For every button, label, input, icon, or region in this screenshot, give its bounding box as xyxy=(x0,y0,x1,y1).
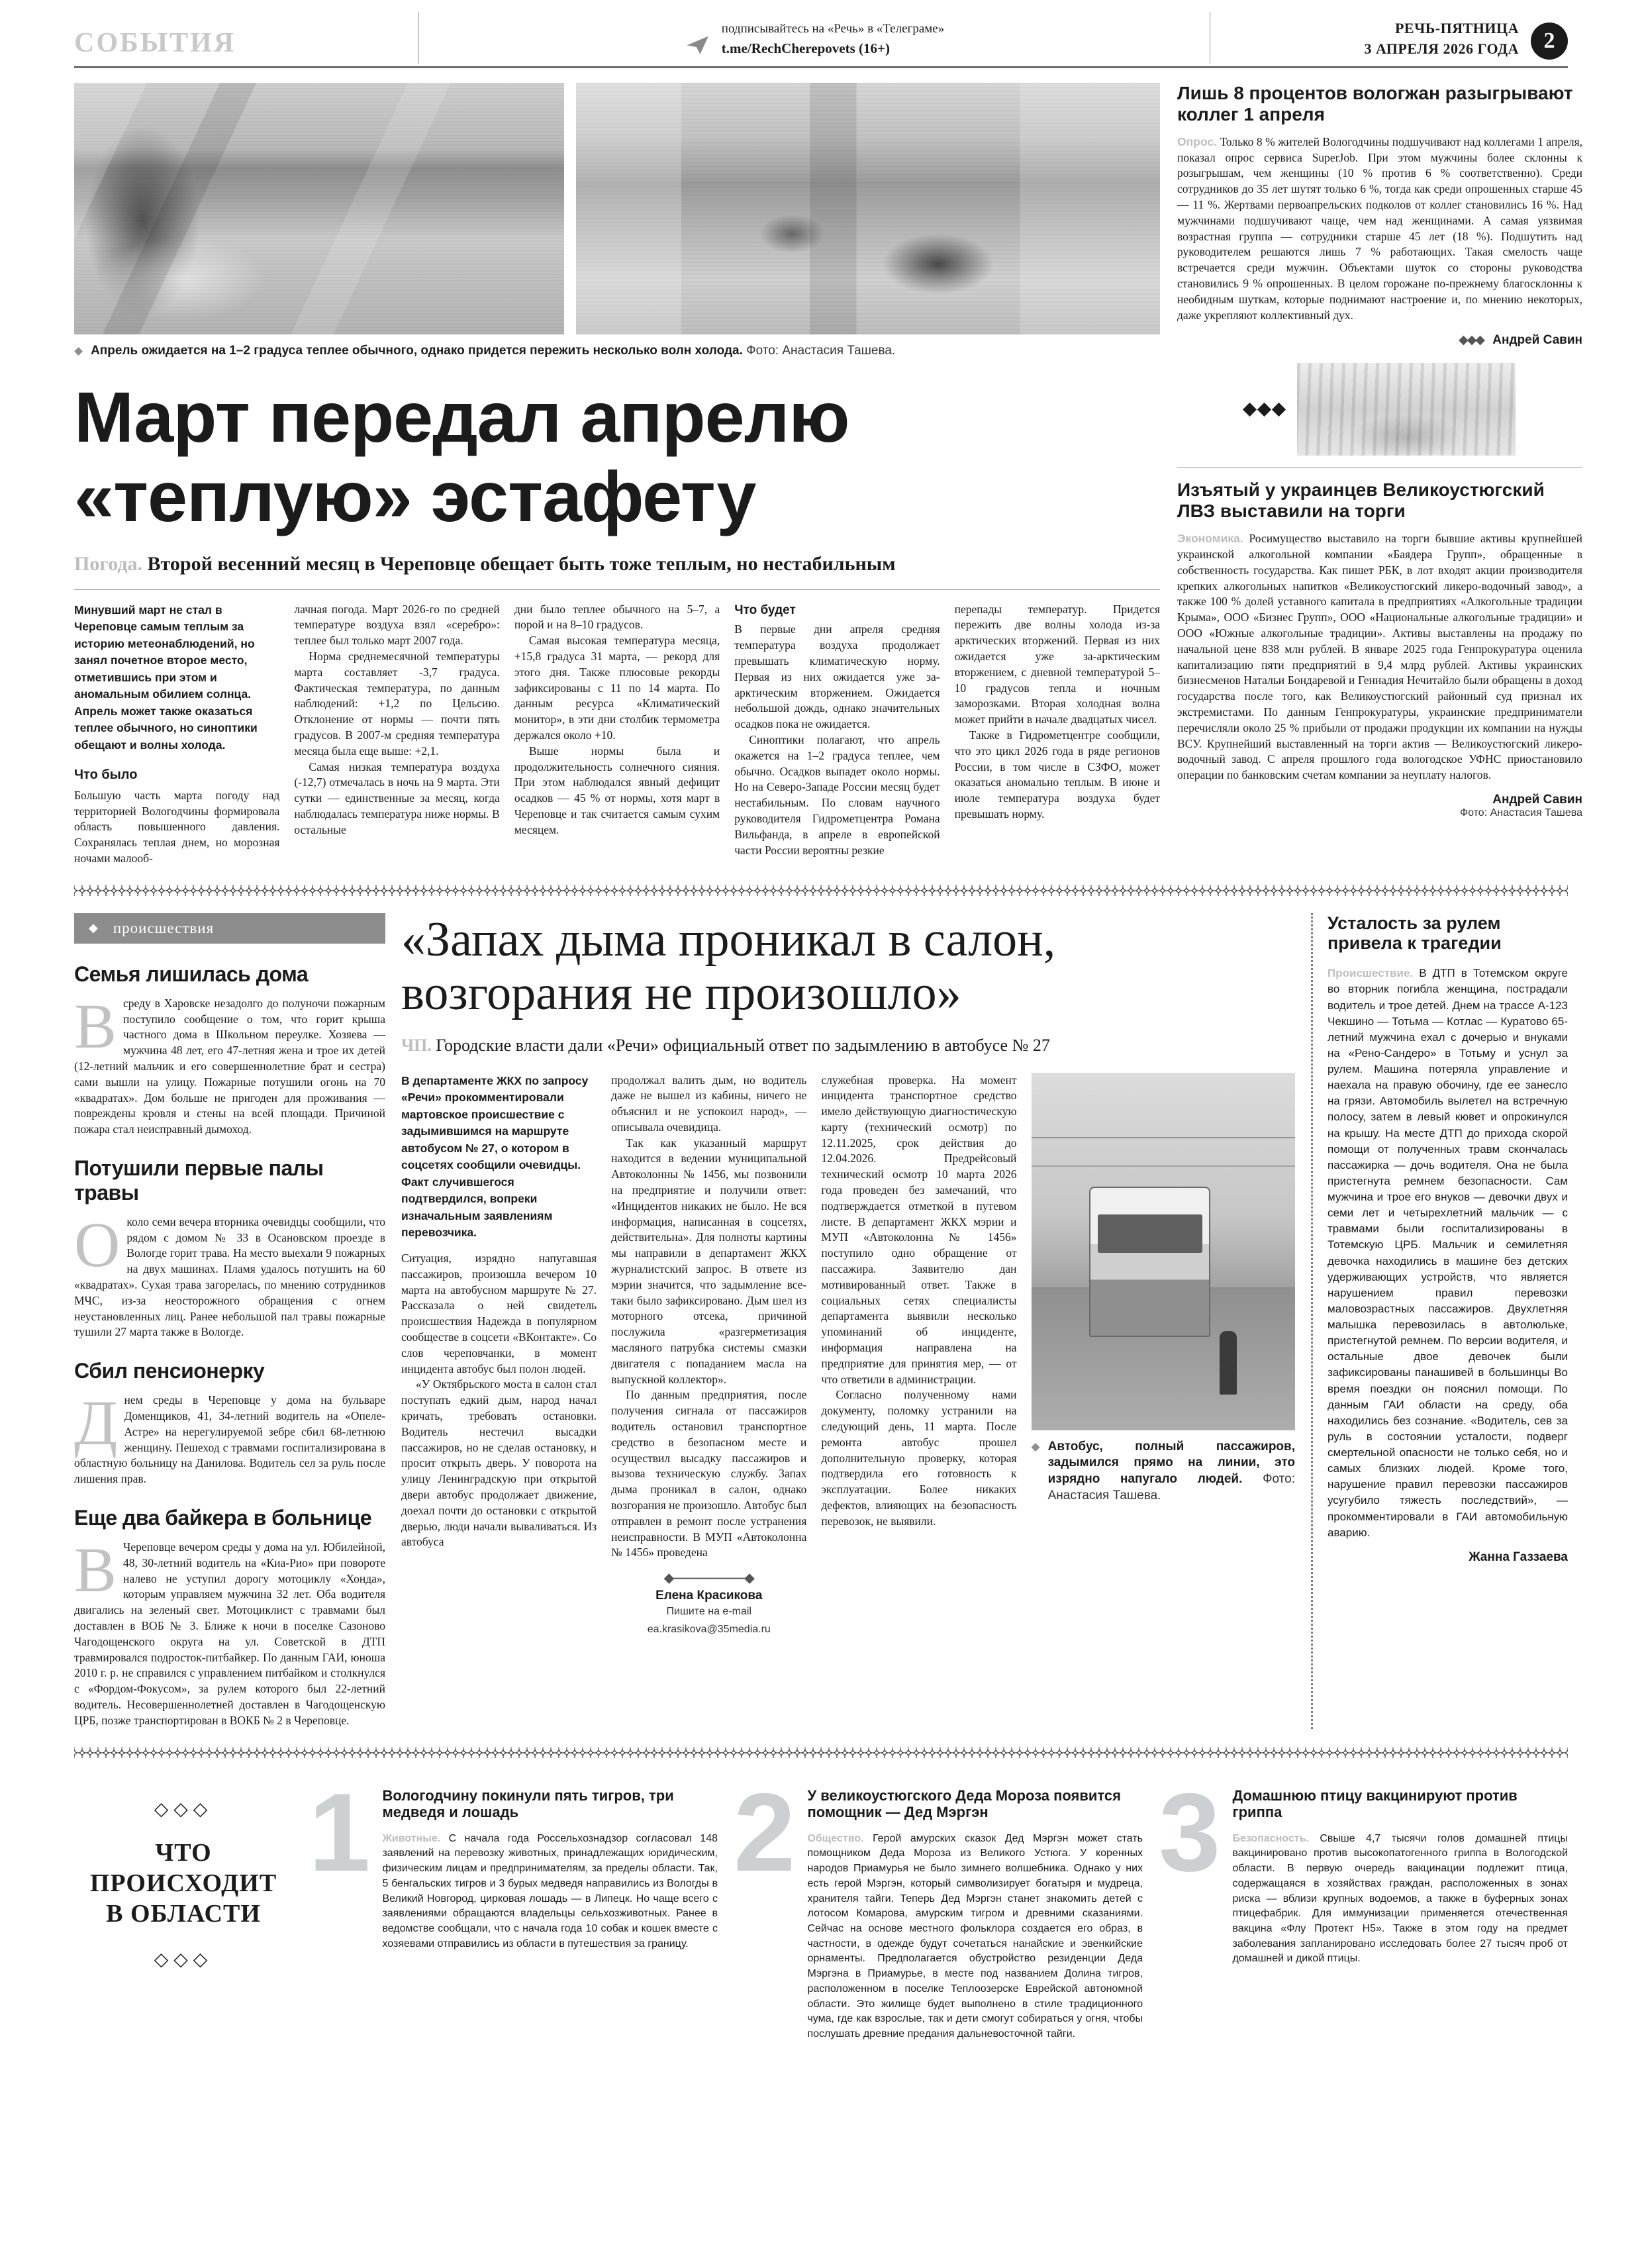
region-title-block xyxy=(74,1775,293,2042)
incident-title-4: Еще два байкера в больнице xyxy=(74,1506,372,1530)
rail-top-tag: Опрос. xyxy=(1177,134,1217,148)
trolley-wire-2 xyxy=(1032,1165,1295,1167)
diamond-icon: ◆ xyxy=(74,344,83,357)
rail-top-text: Только 8 % жителей Вологодчины подшучивают над коллегами 1 апреля, показал опрос сервиса SuperJob. При этом мужчины более склонны к розыгрышам, чем женщины (10 % против 6 % соответственно). Среди сотрудников до 35 лет шутят только 6 %, тогда как среди опрошенных старше 45 — 11 %. Жертвами первоапрельских подколов от коллег становились 16 %. Над мужчинами подшучивают чаще, чем над женщинами. А самая уязвимая возрастная группа — сотрудники старше 45 лет (18 %). Подшутить над руководителем решаются лишь 7 % работающих. Такая смелость чаще встречается среди мужчин. Объектами шуток со стороны руководства становились 9 % опрошенных. В целом горожане по-прежнему благосклонны к необидным шуткам, которые поднимают настроение и, по мнению некоторых, даже укрепляют коллективный дух. xyxy=(1177,134,1583,322)
telegram-handle: t.me/RechCherepovets (16+) xyxy=(721,40,890,56)
incident-body-2 xyxy=(74,1208,385,1340)
diamond-row-top-icon: ◇◇◇ xyxy=(154,1799,213,1820)
dropcap-4: В xyxy=(74,1534,117,1606)
region-item-3 xyxy=(1159,1769,1569,2042)
lead-photo-caption xyxy=(74,343,1160,360)
region-title-line1: ЧТО xyxy=(155,1838,212,1867)
smoke-column-1 xyxy=(401,1073,597,1640)
wave-divider-top xyxy=(74,885,1568,896)
bus-vehicle xyxy=(1089,1187,1210,1337)
lead-c4-p1: В первые дни апреля средняя температура воздуха продолжает превышать климатическую норму. Первая из них ожидается уже за-арктическим вторжением. Ожидается небольшой дождь, однако значительных осадков пока не ожидается. xyxy=(734,622,940,731)
incident-title-2: Потушили первые палы травы xyxy=(74,1156,324,1205)
lead-deck-tag: Погода. xyxy=(74,552,143,575)
rail-decoration xyxy=(1177,360,1582,459)
lead-c5-p1: перепады температур. Придется пережить две волны холода из-за арктических вторжений. Первая из них ожидается уже за-арктическим вторжением, с дневной температурой 5–10 градусов тепла и ночным заморозками. Вторая холодная волна может прийти в начале двадцатых чисел. xyxy=(954,602,1161,726)
lead-column-1 xyxy=(74,602,279,867)
middle-block xyxy=(74,913,1568,1729)
lead-lede: Минувший март не стал в Череповце самым теплым за историю метеонаблюдений, но занял почетное второе место, отметившись при этом и аномальным обилием солнца. Апрель может также оказаться теплее обычного, но синоптики обещают и волны холода. xyxy=(74,603,258,752)
smoke-c1-p2: Ситуация, изрядно напугавшая пассажиров, произошла вечером 10 марта на автобусном маршруте № 27. Рассказала о ней свидетель происшествия Надежда в популярном сообществе в соцсети «ВКонтакте». Со слов череповчанки, в момент инцидента автобус был полон людей. xyxy=(401,1251,597,1375)
top-block xyxy=(74,83,1583,867)
lead-photo-credit: Фото: Анастасия Ташева. xyxy=(746,344,896,358)
smoke-byline xyxy=(611,1570,806,1636)
smoke-c2-p2: Так как указанный маршрут находится в ведении муниципальной Автоколонны № 1456, мы позвонили на предприятие и получили ответ: «Инцидентов никаких не было. Не вся информация, написанная в соцсетях, действительна». Для полноты картины мы направили в департамент ЖКХ журналистский запрос. В ответе из мэрии значится, что задымление все-таки было зафиксировано. Дым шел из моторного отсека, причиной послужила «разгерметизация масляного патрубка системы смазки двигателя с попаданием масла на выпускной коллектор». xyxy=(611,1136,807,1386)
lead-c1-p1: Большую часть марта погоду над территорией Вологодчины формировала область повышенного давления. Сохранялась теплая днем, но морозная ночами малооб- xyxy=(74,788,280,865)
fatigue-byline xyxy=(1328,1550,1568,1565)
region-tag-2: Общество. xyxy=(807,1832,864,1844)
bus-photo-caption xyxy=(1032,1439,1295,1504)
lead-headline-line2: «теплую» эстафету xyxy=(74,456,756,537)
smoke-lede: В департаменте ЖКХ по запросу «Речи» прокомментировали мартовское происшествие с задымившимся на маршруте автобусом № 27, о котором в соцсетях сообщили очевидцы. Факт случившегося подтвердился, вопреки изначальным заявлениям перевозчика. xyxy=(401,1073,589,1240)
masthead xyxy=(74,0,1568,64)
dropcap-2: О xyxy=(74,1208,121,1280)
region-item-2 xyxy=(734,1769,1143,2042)
lead-c2-p2: Норма среднемесячной температуры марта составляет -3,7 градуса. Фактическая температура, по данным наблюдений: +1,2 по Цельсию. Отклонение от нормы — почти пять градусов. В 2007-м средняя температура месяца была еще выше: +2,1. xyxy=(294,650,500,758)
lead-c2-p1: лачная погода. Март 2026-го по средней температуре воздуха взял «серебро»: теплее был только март 2007 года. xyxy=(294,602,500,648)
smoke-c2-p1: продолжал валить дым, но водитель даже не вышел из кабины, ничего не объяснил и не успокоил народ», — описывала очевидица. xyxy=(611,1073,807,1134)
incident-title-1: Семья лишилась дома xyxy=(74,961,309,986)
smoke-headline-line1: «Запах дыма проникал в салон, xyxy=(401,912,1056,967)
region-item-1 xyxy=(309,1769,718,2042)
incident-text-2: коло семи вечера вторника очевидцы сообщили, что рядом с домом № 33 в Осановском проезде в Вологде горит трава. На место выехали 9 пожарных на двух машинах. Пламя удалось потушить на 60 «квадратах». Сухая трава загорелась, по мнению сотрудников МЧС, из-за неосторожного обращения с огнем неустановленных лиц. Ранее небольшой пал травы пожарные тушили 27 марта также в Вологде. xyxy=(74,1214,385,1339)
edition-date: 3 АПРЕЛЯ 2026 ГОДА xyxy=(1364,40,1519,58)
page-number-badge: 2 xyxy=(1531,23,1568,60)
rail-top-headline: Лишь 8 процентов вологжан разыгрывают коллег 1 апреля xyxy=(1177,83,1573,124)
bus-photo-credit: Фото: Анастасия Ташева. xyxy=(1047,1471,1296,1503)
region-text-3: Свыше 4,7 тысячи голов домашней птицы вакцинировано против высокопатогенного гриппа в Вологодской области. В первую очередь вакцинации подлежит птица, содержащаяся в хозяйствах граждан, расположенных в зонах риска — вблизи крупных водоемов, а также в буферных зонах птицефабрик. Для иммунизации применяется отечественная вакцина «Флу Протект Н5». Также в этом году на предмет заболевания запланировано исследовать более 27 тысяч проб от домашней и дикой птицы. xyxy=(1232,1832,1569,1965)
region-text-2: Герой амурских сказок Дед Мэргэн может стать помощником Деда Мороза из Великого Устюга. У коренных народов Приамурья не было зимнего волшебника. Однако у них есть герой Мэргэн, который символизирует богатыря и мудреца, хранителя тайги. Теперь Дед Мэргэн станет знакомить детей с лотосом Комарова, амурским тигром и древними сказаниями. Сейчас на основе местного фольклора создается его образ, в частности, в одежде будут сочетаться нанайские и эвенкийские орнаменты. Предполагается обустройство резиденции Деда Мэргэна в Приамурье, в месте под названием Долина тигров, расположенном в поселке Теплоозерске Еврейской автономной области. Это жилище будет выполнено в стиле традиционного чума, где как взрослые, так и дети смогут собираться у огня, чтобы послушать древние предания дальневосточной тайги. xyxy=(807,1832,1143,2040)
telegram-icon xyxy=(685,32,711,58)
edition-info xyxy=(1210,19,1568,64)
smoke-c1-p3: «У Октябрьского моста в салон стал поступать едкий дым, народ начал кричать, требовать остановки. Водитель нестечил высадки пассажиров, но не сделав остановку, и просит открыть дверь. У поворота на улицу Ленинградскую при открытой двери автобус продолжает движение, доехал почти до остановки с открытой дверью, люди начали вываливаться. Из автобуса xyxy=(401,1377,597,1549)
incident-text-3: нем среды в Череповце у дома на бульваре Доменщиков, 41, 34-летний водитель на «Опеле-Астре» на нерегулируемой зебре сбил 68-летнюю женщину. Пешеход с травмами госпитализирована в областную больницу на Данилова. Водитель сел за руль после лишения прав. xyxy=(74,1393,385,1486)
region-number-3: 3 xyxy=(1159,1769,1221,1895)
diamond-icon: ◆ xyxy=(1031,1440,1040,1453)
region-body-2 xyxy=(807,1832,1143,2042)
byline-arrow-icon: ◆◆◆ xyxy=(1459,333,1484,348)
lead-article xyxy=(74,83,1160,867)
smoke-c3-p1: служебная проверка. На момент инцидента транспортное средство имело действующую диагностическую карту (технический осмотр) по 12.11.2025, срок действия до 12.04.2026. Предрейсовый технический осмотр 10 марта 2026 года проведен без замечаний, что подтверждается отметкой в путевом листе. В департамент ЖКХ мэрии и МУП «Автоколонна № 1456» поступило одно обращение от пассажира. Заявителю дан мотивированный ответ. Также в социальных сетях специалисты департамента выявили несколько упоминаний об инциденте, информация направлена на предприятие для принятия мер, — от что ответили в администрации. xyxy=(821,1073,1017,1386)
lead-column-2 xyxy=(294,602,499,867)
smoke-author-email[interactable]: ea.krasikova@35media.ru xyxy=(647,1623,771,1635)
region-number-2: 2 xyxy=(734,1769,796,1895)
smoke-photo-column xyxy=(1032,1073,1295,1640)
lead-c3-p2: Самая высокая температура месяца, +15,8 градуса 31 марта, — рекорд для этого дня. Также плюсовые рекорды зафиксированы с 11 по 14 марта. По данным ресурса «Климатический монитор», в эти дни столбик термометра держался около +10. xyxy=(514,634,720,742)
lead-c2-p3: Самая низкая температура воздуха (-12,7) отмечалась в ночь на 9 марта. Эти сутки — единственные за месяц, когда наблюдалась температура ниже нормы. В остальные xyxy=(294,760,500,836)
lead-c5-p2: Также в Гидрометцентре сообщили, что это цикл 2026 года в ряде регионов России, в том числе в СЗФО, может оказаться аномально теплым. В июне и июле температура воздуха будет превышать норму. xyxy=(954,728,1161,820)
region-number-1: 1 xyxy=(309,1769,371,1895)
region-title xyxy=(74,1838,293,1930)
region-tag-3: Безопасность. xyxy=(1232,1832,1309,1844)
region-title-1: Вологодчину покинули пять тигров, три медведя и лошадь xyxy=(382,1787,674,1821)
smoke-headline-line2: возгорания не произошло» xyxy=(401,966,961,1021)
incidents-column xyxy=(74,913,385,1729)
region-tag-1: Животные. xyxy=(382,1832,441,1844)
region-body-3 xyxy=(1232,1832,1568,1967)
smoke-column-2 xyxy=(611,1073,806,1640)
lead-column-5 xyxy=(955,602,1160,867)
region-title-line2: ПРОИСХОДИТ xyxy=(89,1869,277,1897)
bus-photo xyxy=(1032,1073,1295,1430)
section-kicker: СОБЫТИЯ xyxy=(74,28,236,58)
edition-name: РЕЧЬ-ПЯТНИЦА xyxy=(1394,20,1519,37)
rail-bottom-byline xyxy=(1177,793,1582,819)
rail-top-byline xyxy=(1177,332,1582,348)
smoke-deck-tag: ЧП. xyxy=(401,1035,432,1055)
smoke-headline xyxy=(401,913,1295,1021)
bus-caption-2: это изрядно напугало людей. xyxy=(1047,1455,1295,1486)
lead-rule xyxy=(74,589,1160,590)
lead-c3-p3: Выше нормы была и продолжительность солнечного сияния. При этом наблюдался явный дефицит осадков — 45 % от нормы, хотя март в Череповце и так считается самым сухим месяцем. xyxy=(514,744,720,836)
fatigue-body xyxy=(1328,965,1568,1541)
smoke-c2-p3: По данным предприятия, после получения сигнала от пассажиров водитель остановил транспортное средство в безопасном месте и осуществил высадку пассажиров и вызова техническую службу. Запах дыма проникал в салон, однако возгорания не произошло. Автобус был отправлен в ремонт после устранения неисправности. В МУП «Автоколонна № 1456» проведена xyxy=(611,1388,807,1559)
smoke-author-sub1: Пишите на e-mail xyxy=(666,1605,751,1617)
fatigue-text: В ДТП в Тотемском округе во вторник погибла женщина, пострадали водитель и трое детей. Днем на трассе А-123 Чекшино — Тотьма — Котлас — Куратово 65-летний мужчина ехал с дочерью и внуками на «Рено-Сандеро» в Тотьму и уснул за рулем. Машина потеряла управление и наехала на правую обочину, где ее занесло на грязи. Автомобиль вылетел на встречную полосу, затем в левый кювет и опрокинулся на крышу. На месте ДТП до прихода скорой помощи от полученных травм скончалась пассажирка — дочь водителя. Она не была пристегнута ремнем безопасности. Сам мужчина и трое его внуков — девочки двух и семи лет и четырехлетний мальчик — с травмами были госпитализированы в Тотемскую ЦРБ. Мальчик и семилетняя девочка находились в машине без детских удерживающих устройств, что является нарушением правил перевозки маловозрастных пассажиров. Двухлетняя малышка перевозилась в автолюльке, пристегнутой ремнем. По версии водителя, и остальные двое девочек были зафиксированы панашивей в большинцы Во время поездки он пояснил помощи. По данным ГАИ области на среду, оба находились без сознание. «Водитель, сев за руль в состоянии усталости, подверг смертельной опасности не только себя, но и самых близких людей. Кроме того, нарушение правил перевозки пассажиров усугубило тяжесть последствий», — прокомментировали в ГАИ автомобильную аварию. xyxy=(1328,967,1568,1539)
lead-column-4 xyxy=(734,602,940,867)
smoke-article xyxy=(401,913,1295,1729)
region-body-1 xyxy=(382,1832,718,1952)
smoke-column-3 xyxy=(821,1073,1016,1640)
diamond-cluster-icon xyxy=(1245,405,1284,415)
dropcap-3: Д xyxy=(74,1387,118,1459)
rail-bottom-credit: Фото: Анастасия Ташева xyxy=(1459,807,1582,818)
telegram-promo[interactable] xyxy=(419,20,1210,64)
region-title-3: Домашнюю птицу вакцинируют против гриппа xyxy=(1232,1787,1518,1821)
lead-c4-p2: Синоптики полагают, что апрель окажется на 1–2 градуса теплее, чем обычно. Осадков выпадет около нормы. Но на Северо-Западе России месяц будет нестабильным. По словам научного руководителя Гидрометцентра Романа Вильфанда, в апреле в европейской части России вероятны резкие xyxy=(734,733,940,857)
fatigue-column xyxy=(1311,913,1568,1729)
fatigue-author: Жанна Газзаева xyxy=(1469,1550,1568,1564)
fatigue-headline: Усталость за рулем привела к трагедии xyxy=(1328,912,1502,954)
lead-headline-line1: Март передал апрелю xyxy=(74,376,849,457)
incident-body-4 xyxy=(74,1534,385,1729)
telegram-promo-line1: подписывайтесь на «Речь» в «Телеграме» xyxy=(721,22,945,36)
smoke-c3-p2: Согласно полученному нами документу, поломку устранили на следующий день, 11 марта. После ремонта автобус прошел дополнительную проверку, которая подтвердила его готовность к эксплуатации. Более никаких дефектов, влияющих на безопасность перевозок, не выявили. xyxy=(821,1388,1017,1528)
smoke-columns xyxy=(401,1073,1295,1640)
incident-body-1 xyxy=(74,990,385,1138)
region-title-2: У великоустюгского Деда Мороза появится помощник — Дед Мэргэн xyxy=(807,1787,1121,1821)
incident-text-4: Череповце вечером среды у дома на ул. Юбилейной, 48, 30-летний водитель на «Киа-Рио» при повороте налево не уступил дорогу мотоциклу «Хонда», которым управляем мужчина 32 лет. Оба водителя двигались на зеленый свет. Мотоциклист с травмами был доставлен в ВОБ № 3. Ближе к ночи в поселке Сазоново Чагодощенского округа на ул. Советской в ДТП травмировался подросток-питбайкер. По данным ГАИ, юноша 2010 г. р. не справился с управлением питбайком и столкнулся с «Фордом-Фокусом», за рулем которого был 22-летний водитель. Несовершеннолетней доставлен в Чагодощенскую ЦРБ, позже транспортирован в ВОКБ № 2 в Череповце. xyxy=(74,1540,385,1727)
diamond-row-bottom-icon: ◇◇◇ xyxy=(154,1949,213,1970)
incident-title-3: Сбил пенсионерку xyxy=(74,1359,265,1383)
lead-headline xyxy=(74,376,1160,537)
lead-subhead-was: Что было xyxy=(74,767,138,782)
rail-bottom-body xyxy=(1177,531,1582,783)
lead-c3-p1: дни было теплее обычного на 5–7, а порой и на 8–10 градусов. xyxy=(514,602,720,632)
bus-caption-1: Автобус, полный пассажиров, задымился прямо на линии, xyxy=(1047,1439,1295,1470)
incident-item-4 xyxy=(74,1506,385,1729)
trolley-wire-1 xyxy=(1032,1137,1295,1138)
lead-deck-text: Второй весенний месяц в Череповце обещает быть тоже теплым, но нестабильным xyxy=(147,552,896,575)
pedestrian xyxy=(1220,1331,1237,1395)
wave-divider-bottom xyxy=(74,1748,1568,1758)
region-title-line3: В ОБЛАСТИ xyxy=(106,1900,261,1928)
region-text-1: С начала года Россельхознадзор согласовал 148 заявлений на перевозку животных, принадлежащих юридическим, физическим лицам и предпринимателям, за пределы области. Так, 5 бенгальских тигров и 3 бурых медведя направились из Вологды в Великий Новгород, цирковая лошадь — в Липецк. Но чаще всего с заявлениями обращаются владельцы сельхозживотных. Ранее в ведомстве сообщали, что с начала года 10 собак и кошек вместе с хозяевами отправились из области в путешествия за границу. xyxy=(382,1832,718,1949)
rail-top-author: Андрей Савин xyxy=(1492,333,1582,348)
rail-bottom-text: Росимущество выставило на торги бывшие активы крупнейшей украинской алкогольной компании «Баядера Групп», обращенные в собственность государства. Как пишет РБК, в лот входят акции производителя крепких алкогольных напитков «Великоустюгский ликеро-водочный завод», а также 100 % долей уставного капитала в предприятиях «Алкогольные традиции Крыма», ООО «Бизнес Групп», ООО «Национальные алкогольные традиции» и ООО «Южные алкогольные традиции». Активы выставлены на продажу по начальной цене 838 млн рублей. В январе 2025 года Генпрокуратура оценила капитализацию пяти предприятий в 9,4 млрд рублей. Активы украинских бизнесменов Натальи Бондаревой и Геннадия Нечитайло были обращены в доход государства после того, как Великоустюгский районный суд признал их экстремистами. По данным Генпрокуратуры, украинские предприниматели перечисляли около 25 % прибыли от продажи продукции их компании на нужды ВСУ. Крупнейший выставленный на торги актив — Великоустюгский ликеро-водочный завод. С апреля прошлого года вологодское УФНС приостановило операции по банковским счетам компании за неуплату налогов. xyxy=(1177,532,1583,782)
incident-body-3 xyxy=(74,1387,385,1487)
incident-item-1 xyxy=(74,962,385,1138)
lead-subhead-will: Что будет xyxy=(734,603,796,617)
rail-bottom-tag: Экономика. xyxy=(1177,532,1243,546)
smoke-author: Елена Красикова xyxy=(655,1589,763,1603)
rail-decorative-photo xyxy=(1297,363,1516,456)
byline-rule-icon: ◆——————◆ xyxy=(664,1571,754,1586)
lead-column-3 xyxy=(514,602,720,867)
incidents-banner xyxy=(74,913,385,944)
diamond-icon: ◆ xyxy=(89,921,99,935)
rail-top-body xyxy=(1177,134,1582,324)
region-strip xyxy=(74,1769,1569,2042)
dropcap-1: В xyxy=(74,990,117,1061)
right-rail xyxy=(1177,83,1582,867)
lead-photo-row xyxy=(74,83,1160,334)
lead-deck xyxy=(74,552,1160,576)
lead-caption-text: Апрель ожидается на 1–2 градуса теплее обычного, однако придется пережить несколько волн холода. xyxy=(91,344,743,358)
incident-item-3 xyxy=(74,1359,385,1487)
smoke-deck xyxy=(401,1036,1295,1056)
lead-photo-pigeons xyxy=(576,83,1160,334)
lead-photo-street xyxy=(74,83,564,334)
fatigue-tag: Происшествие. xyxy=(1328,967,1414,980)
lead-columns xyxy=(74,602,1160,867)
masthead-rule xyxy=(74,66,1568,68)
incidents-banner-label: происшествия xyxy=(113,919,215,936)
smoke-deck-text: Городские власти дали «Речи» официальный ответ по задымлению в автобусе № 27 xyxy=(436,1035,1050,1055)
incident-text-1: среду в Харовске незадолго до полуночи пожарным поступило сообщение о том, что горит крыша частного дома в Школьном переулке. Хозяева — мужчина 48 лет, его 47-летняя жена и трое их детей (12-летний мальчик и его совершеннолетние брат и сестра) сами вышли на улицу. Пожарные потушили огонь на 70 «квадратах». Дом больше не пригоден для проживания — повреждены кровля и стены на всей площади. Причиной пожара стал неисправный дымоход. xyxy=(74,996,385,1136)
rail-bottom-headline: Изъятый у украинцев Великоустюгский ЛВЗ выставили на торги xyxy=(1177,479,1545,522)
rail-bottom-author: Андрей Савин xyxy=(1492,792,1582,807)
incident-item-2 xyxy=(74,1156,385,1340)
